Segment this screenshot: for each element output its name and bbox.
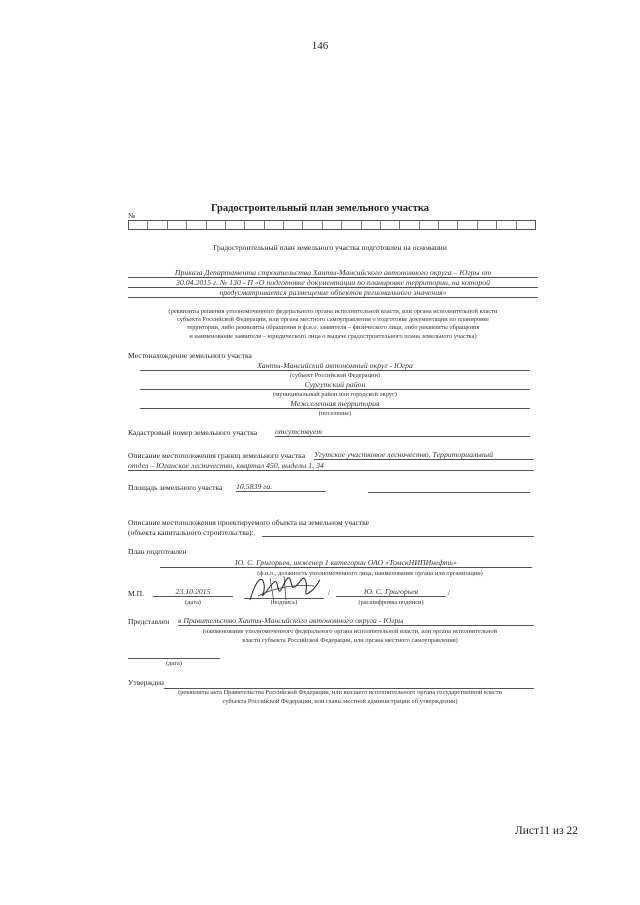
location-district: Сургутский район [140, 380, 530, 390]
basis-label: Градостроительный план земельного участка подготовлен на основании [213, 243, 447, 252]
number-cell [458, 221, 477, 229]
number-cell [129, 221, 148, 229]
number-cell [187, 221, 206, 229]
number-cell [148, 221, 167, 229]
page-number: 146 [311, 40, 329, 52]
basis-value [128, 268, 538, 298]
document-title: Градостроительный план земельного участка [210, 203, 429, 214]
number-cell [265, 221, 284, 229]
number-cell [517, 221, 535, 229]
signature-caption: (подпись) [270, 599, 298, 606]
location-district-caption: (муниципальный район или городской округ) [273, 391, 397, 398]
basis-line-2: 30.04.2015 г. № 130 - П «О подготовке документации по планировке территории, на которой [128, 278, 538, 288]
prepared-label: План подготовлен [128, 547, 187, 556]
number-cell [342, 221, 361, 229]
presented-label: Представлен [128, 617, 170, 626]
presented-value: в Правительство Ханты-Мансийского автономного округа - Югры [178, 616, 534, 626]
area-value: 10,5839 га. [236, 482, 326, 492]
location-settlement: Межселенная территория [140, 399, 530, 409]
number-cell [439, 221, 458, 229]
location-subject: Ханты-Мансийский автономный округ - Югра [140, 361, 530, 371]
number-cell [420, 221, 439, 229]
decoding-caption: (расшифровка подписи) [358, 599, 424, 606]
number-prefix: № [128, 211, 136, 220]
boundaries-line-2: отдел – Юганское лесничество, квартал 450, выделы 1, 34 [128, 461, 534, 471]
number-cell [381, 221, 400, 229]
cadastral-label: Кадастровый номер земельного участка [128, 428, 258, 437]
object-label: Описание местоположения проектируемого объекта на земельном участке (объекта капитального строительства): [128, 518, 370, 537]
area-extra-line [368, 492, 530, 493]
decoding-value: Ю. С. Григорьев [336, 587, 446, 597]
object-value-line [262, 536, 534, 537]
location-label: Местонахождение земельного участка [128, 351, 252, 360]
date-value: 23.10.2015 [153, 587, 233, 597]
basis-line-1: Приказа Департамента строительства Ханты-Мансийского автономного округа – Югры от [128, 268, 538, 278]
number-cell [284, 221, 303, 229]
number-cell [362, 221, 381, 229]
mp-label: М.П. [128, 589, 145, 598]
cadastral-value: отсутствует [275, 427, 530, 437]
prepared-value: Ю. С. Григорьев, инженер 1 категории ОАО «ТомскНИПИнефть» [160, 558, 532, 568]
date2-caption: (дата) [166, 660, 182, 667]
presented-caption: (наименование уполномоченного федерального органа исполнительной власти, или органа исполнительной власти субъекта Российской Федерации, или органа местного самоуправления) [202, 628, 498, 644]
prepared-caption: (ф.и.о., должность уполномоченного лица, наименование органа или организации) [257, 570, 483, 577]
location-subject-caption: (субъект Российской Федерации) [289, 372, 381, 379]
approved-label: Утвержден [128, 678, 164, 687]
number-cell [400, 221, 419, 229]
boundaries-line-1: Угутское участковое лесничество, Территориальный [314, 450, 534, 460]
basis-line-3: предусматривается размещение объектов регионального значения» [128, 288, 538, 298]
date-caption: (дата) [185, 599, 201, 606]
number-cell [226, 221, 245, 229]
number-cell [323, 221, 342, 229]
number-cell [497, 221, 516, 229]
approved-caption: (реквизиты акта Правительства Российской Федерации, или высшего исполнительного органа государственной власти субъекта Российской Федерации, или главы местной администрации об утверждении) [178, 689, 502, 705]
plan-number-grid [128, 220, 536, 230]
number-cell [303, 221, 322, 229]
area-label: Площадь земельного участка [128, 483, 223, 492]
number-cell [168, 221, 187, 229]
number-cell [207, 221, 226, 229]
boundaries-label: Описание местоположения границ земельного участка [128, 451, 306, 460]
date2-line [128, 658, 220, 659]
location-settlement-caption: (поселение) [318, 410, 352, 417]
number-cell [245, 221, 264, 229]
number-cell [478, 221, 497, 229]
basis-caption: (реквизиты решения уполномоченного федерального органа исполнительной власти, или органа исполнительной власти субъекта Российской Федерации, или органа местного самоуправления о подготовке документации по планировке территории, либо реквизиты обращения и ф.и.о. заявителя – физического лица, либо реквизиты обращения и наименование заявителя – юридического лица о выдаче градостроительного плана земельного участка) [168, 308, 498, 340]
sheet-number: Лист11 из 22 [514, 825, 578, 837]
